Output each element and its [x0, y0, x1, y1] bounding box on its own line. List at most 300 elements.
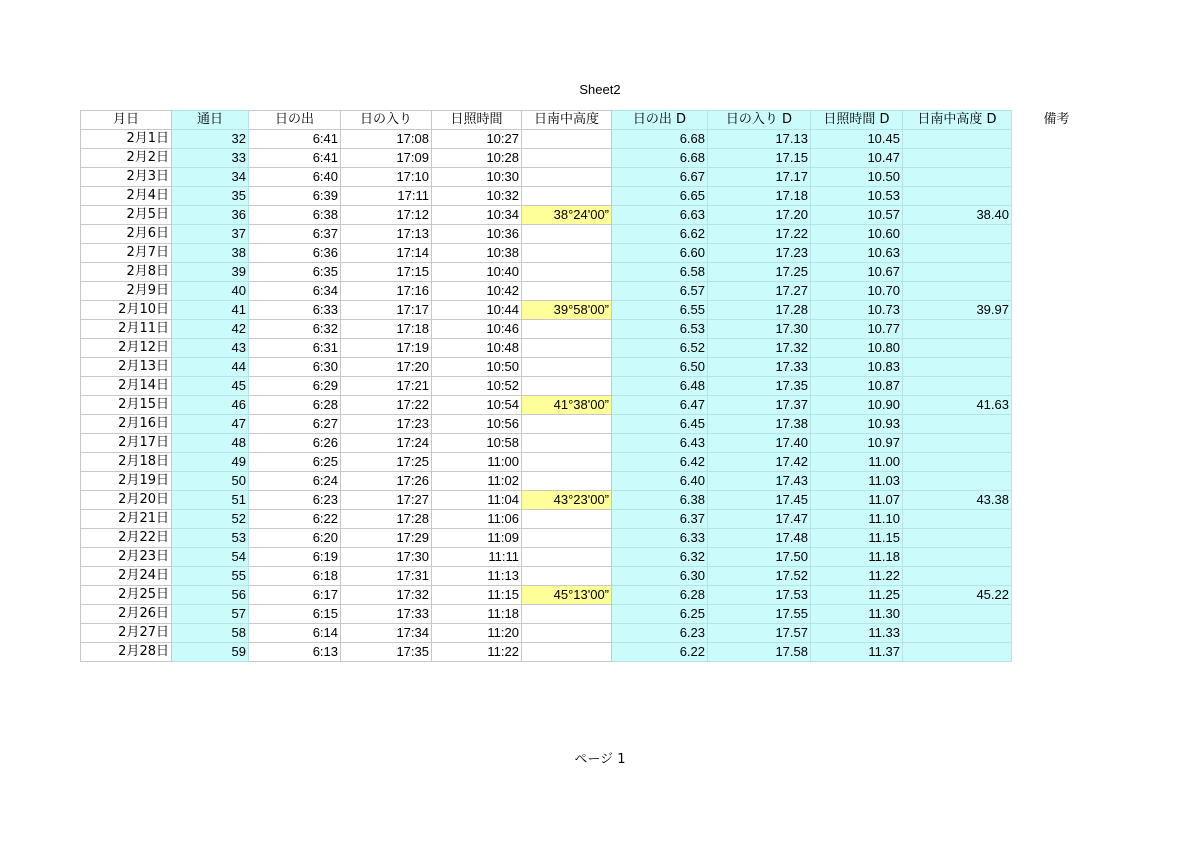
cell-sunset-decimal: 17.15: [708, 149, 811, 168]
header-sunrise-decimal: 日の出 D: [612, 111, 708, 130]
cell-culmination-altitude: [522, 415, 612, 434]
header-sunset: 日の入り: [341, 111, 432, 130]
cell-sunset-decimal: 17.52: [708, 567, 811, 586]
cell-sunrise: 6:15: [249, 605, 341, 624]
cell-culmination-altitude: [522, 263, 612, 282]
cell-sunrise-decimal: 6.45: [612, 415, 708, 434]
cell-sunrise: 6:29: [249, 377, 341, 396]
cell-culmination-altitude: 41°38'00”: [522, 396, 612, 415]
cell-culmination-altitude: [522, 339, 612, 358]
cell-daylight: 11:02: [432, 472, 522, 491]
cell-culmination-decimal: 41.63: [903, 396, 1012, 415]
cell-sunrise-decimal: 6.68: [612, 149, 708, 168]
cell-sunset: 17:08: [341, 130, 432, 149]
cell-date: 2月19日: [81, 472, 172, 491]
cell-sunrise-decimal: 6.30: [612, 567, 708, 586]
table-row: [81, 377, 1102, 396]
cell-sunset: 17:14: [341, 244, 432, 263]
cell-date: 2月16日: [81, 415, 172, 434]
cell-sunrise: 6:26: [249, 434, 341, 453]
cell-date: 2月26日: [81, 605, 172, 624]
cell-date: 2月8日: [81, 263, 172, 282]
cell-daylight: 10:30: [432, 168, 522, 187]
cell-sunrise-decimal: 6.57: [612, 282, 708, 301]
cell-culmination-decimal: [903, 168, 1012, 187]
page-footer: ページ 1: [574, 752, 626, 767]
cell-sunrise: 6:28: [249, 396, 341, 415]
header-daylight-decimal: 日照時間 D: [811, 111, 903, 130]
cell-daylight-decimal: 10.63: [811, 244, 903, 263]
cell-sunrise-decimal: 6.60: [612, 244, 708, 263]
cell-sunset-decimal: 17.42: [708, 453, 811, 472]
cell-sunrise-decimal: 6.23: [612, 624, 708, 643]
table-row: [81, 358, 1102, 377]
cell-culmination-decimal: [903, 244, 1012, 263]
cell-sunset-decimal: 17.23: [708, 244, 811, 263]
table-row: [81, 643, 1102, 662]
cell-date: 2月6日: [81, 225, 172, 244]
cell-sunrise: 6:18: [249, 567, 341, 586]
data-table: [80, 110, 1102, 662]
table-row: [81, 415, 1102, 434]
cell-culmination-decimal: [903, 548, 1012, 567]
cell-date: 2月25日: [81, 586, 172, 605]
header-row: [81, 111, 1102, 130]
cell-sunrise-decimal: 6.55: [612, 301, 708, 320]
cell-daylight-decimal: 10.45: [811, 130, 903, 149]
cell-culmination-decimal: [903, 130, 1012, 149]
cell-sunrise-decimal: 6.50: [612, 358, 708, 377]
cell-sunrise: 6:39: [249, 187, 341, 206]
cell-sunrise: 6:24: [249, 472, 341, 491]
cell-sunrise: 6:19: [249, 548, 341, 567]
cell-day-of-year: 33: [172, 149, 249, 168]
cell-culmination-altitude: [522, 472, 612, 491]
cell-day-of-year: 50: [172, 472, 249, 491]
cell-sunrise-decimal: 6.42: [612, 453, 708, 472]
table-row: [81, 225, 1102, 244]
table-row: [81, 605, 1102, 624]
cell-sunset: 17:23: [341, 415, 432, 434]
table-row: [81, 510, 1102, 529]
cell-daylight: 10:27: [432, 130, 522, 149]
header-notes: 備考: [1043, 112, 1070, 127]
cell-date: 2月23日: [81, 548, 172, 567]
cell-culmination-altitude: [522, 130, 612, 149]
cell-day-of-year: 49: [172, 453, 249, 472]
table-row: [81, 624, 1102, 643]
cell-sunset: 17:18: [341, 320, 432, 339]
cell-daylight-decimal: 11.07: [811, 491, 903, 510]
cell-sunset: 17:28: [341, 510, 432, 529]
cell-sunset: 17:32: [341, 586, 432, 605]
cell-daylight-decimal: 10.73: [811, 301, 903, 320]
cell-sunrise: 6:36: [249, 244, 341, 263]
header-daylight: 日照時間: [432, 111, 522, 130]
cell-culmination-decimal: [903, 643, 1012, 662]
cell-daylight-decimal: 11.15: [811, 529, 903, 548]
cell-daylight: 10:50: [432, 358, 522, 377]
cell-culmination-altitude: [522, 168, 612, 187]
cell-date: 2月2日: [81, 149, 172, 168]
cell-day-of-year: 51: [172, 491, 249, 510]
cell-sunset-decimal: 17.45: [708, 491, 811, 510]
cell-sunrise: 6:14: [249, 624, 341, 643]
cell-day-of-year: 59: [172, 643, 249, 662]
cell-daylight: 10:40: [432, 263, 522, 282]
cell-sunset-decimal: 17.17: [708, 168, 811, 187]
cell-sunrise-decimal: 6.40: [612, 472, 708, 491]
cell-culmination-altitude: [522, 320, 612, 339]
cell-daylight: 10:56: [432, 415, 522, 434]
cell-daylight-decimal: 10.67: [811, 263, 903, 282]
cell-daylight: 10:46: [432, 320, 522, 339]
cell-sunset: 17:16: [341, 282, 432, 301]
cell-day-of-year: 35: [172, 187, 249, 206]
cell-daylight: 10:36: [432, 225, 522, 244]
cell-date: 2月11日: [81, 320, 172, 339]
cell-culmination-decimal: [903, 263, 1012, 282]
cell-sunset: 17:20: [341, 358, 432, 377]
cell-daylight-decimal: 10.80: [811, 339, 903, 358]
cell-date: 2月27日: [81, 624, 172, 643]
header-day-of-year: 通日: [172, 111, 249, 130]
cell-culmination-altitude: [522, 529, 612, 548]
cell-daylight: 11:11: [432, 548, 522, 567]
cell-culmination-altitude: 43°23'00”: [522, 491, 612, 510]
cell-daylight: 11:09: [432, 529, 522, 548]
cell-date: 2月12日: [81, 339, 172, 358]
cell-sunrise-decimal: 6.43: [612, 434, 708, 453]
cell-sunset: 17:25: [341, 453, 432, 472]
cell-sunset-decimal: 17.20: [708, 206, 811, 225]
cell-culmination-altitude: [522, 548, 612, 567]
cell-date: 2月4日: [81, 187, 172, 206]
cell-day-of-year: 39: [172, 263, 249, 282]
cell-day-of-year: 41: [172, 301, 249, 320]
cell-sunrise-decimal: 6.32: [612, 548, 708, 567]
cell-sunset: 17:19: [341, 339, 432, 358]
cell-culmination-decimal: [903, 339, 1012, 358]
cell-daylight-decimal: 10.90: [811, 396, 903, 415]
cell-day-of-year: 40: [172, 282, 249, 301]
cell-sunrise-decimal: 6.62: [612, 225, 708, 244]
cell-culmination-decimal: [903, 358, 1012, 377]
cell-culmination-altitude: [522, 358, 612, 377]
table-row: [81, 548, 1102, 567]
cell-sunset: 17:34: [341, 624, 432, 643]
cell-daylight-decimal: 10.57: [811, 206, 903, 225]
table-row: [81, 529, 1102, 548]
table-row: [81, 244, 1102, 263]
cell-culmination-decimal: [903, 187, 1012, 206]
cell-sunrise: 6:35: [249, 263, 341, 282]
cell-culmination-decimal: 43.38: [903, 491, 1012, 510]
cell-culmination-altitude: [522, 567, 612, 586]
table-row: [81, 491, 1102, 510]
cell-date: 2月22日: [81, 529, 172, 548]
cell-sunrise-decimal: 6.38: [612, 491, 708, 510]
cell-culmination-decimal: [903, 149, 1012, 168]
cell-daylight-decimal: 10.83: [811, 358, 903, 377]
cell-sunset: 17:29: [341, 529, 432, 548]
cell-sunrise-decimal: 6.63: [612, 206, 708, 225]
cell-culmination-altitude: [522, 643, 612, 662]
cell-daylight-decimal: 11.03: [811, 472, 903, 491]
cell-sunrise-decimal: 6.65: [612, 187, 708, 206]
cell-sunrise-decimal: 6.22: [612, 643, 708, 662]
cell-sunrise-decimal: 6.47: [612, 396, 708, 415]
cell-daylight: 11:18: [432, 605, 522, 624]
cell-culmination-altitude: [522, 225, 612, 244]
cell-day-of-year: 37: [172, 225, 249, 244]
cell-day-of-year: 43: [172, 339, 249, 358]
cell-sunrise: 6:34: [249, 282, 341, 301]
cell-daylight: 10:54: [432, 396, 522, 415]
cell-sunrise-decimal: 6.37: [612, 510, 708, 529]
cell-date: 2月17日: [81, 434, 172, 453]
cell-day-of-year: 47: [172, 415, 249, 434]
cell-culmination-decimal: [903, 453, 1012, 472]
cell-date: 2月18日: [81, 453, 172, 472]
cell-sunset-decimal: 17.43: [708, 472, 811, 491]
cell-sunset-decimal: 17.32: [708, 339, 811, 358]
cell-sunrise: 6:41: [249, 149, 341, 168]
cell-sunset-decimal: 17.35: [708, 377, 811, 396]
cell-sunrise-decimal: 6.68: [612, 130, 708, 149]
cell-culmination-altitude: [522, 244, 612, 263]
cell-daylight: 10:52: [432, 377, 522, 396]
header-culmination-decimal: 日南中高度 D: [903, 111, 1012, 130]
cell-day-of-year: 44: [172, 358, 249, 377]
cell-culmination-altitude: [522, 187, 612, 206]
cell-sunrise: 6:17: [249, 586, 341, 605]
cell-culmination-decimal: 45.22: [903, 586, 1012, 605]
cell-daylight: 10:58: [432, 434, 522, 453]
cell-day-of-year: 32: [172, 130, 249, 149]
cell-sunrise-decimal: 6.33: [612, 529, 708, 548]
cell-date: 2月13日: [81, 358, 172, 377]
cell-date: 2月9日: [81, 282, 172, 301]
cell-daylight: 10:34: [432, 206, 522, 225]
cell-culmination-decimal: [903, 320, 1012, 339]
table-row: [81, 130, 1102, 149]
cell-sunrise: 6:27: [249, 415, 341, 434]
cell-sunset: 17:35: [341, 643, 432, 662]
cell-culmination-decimal: 39.97: [903, 301, 1012, 320]
cell-sunset: 17:26: [341, 472, 432, 491]
cell-sunrise-decimal: 6.25: [612, 605, 708, 624]
cell-daylight-decimal: 10.50: [811, 168, 903, 187]
cell-sunrise: 6:33: [249, 301, 341, 320]
cell-day-of-year: 36: [172, 206, 249, 225]
cell-sunset: 17:27: [341, 491, 432, 510]
header-sunrise: 日の出: [249, 111, 341, 130]
table-row: [81, 453, 1102, 472]
cell-sunset-decimal: 17.57: [708, 624, 811, 643]
table-row: [81, 149, 1102, 168]
cell-sunset-decimal: 17.38: [708, 415, 811, 434]
cell-daylight-decimal: 10.60: [811, 225, 903, 244]
cell-date: 2月24日: [81, 567, 172, 586]
cell-day-of-year: 57: [172, 605, 249, 624]
cell-sunset-decimal: 17.22: [708, 225, 811, 244]
cell-date: 2月5日: [81, 206, 172, 225]
cell-sunset-decimal: 17.13: [708, 130, 811, 149]
cell-sunset: 17:30: [341, 548, 432, 567]
cell-sunset: 17:10: [341, 168, 432, 187]
cell-sunrise-decimal: 6.58: [612, 263, 708, 282]
cell-culmination-altitude: [522, 149, 612, 168]
sheet-title: Sheet2: [579, 82, 621, 97]
cell-culmination-decimal: [903, 434, 1012, 453]
cell-date: 2月14日: [81, 377, 172, 396]
cell-daylight-decimal: 11.18: [811, 548, 903, 567]
cell-daylight: 10:32: [432, 187, 522, 206]
cell-day-of-year: 42: [172, 320, 249, 339]
cell-daylight-decimal: 10.87: [811, 377, 903, 396]
cell-day-of-year: 48: [172, 434, 249, 453]
cell-daylight-decimal: 11.00: [811, 453, 903, 472]
table-row: [81, 339, 1102, 358]
cell-date: 2月21日: [81, 510, 172, 529]
table-row: [81, 187, 1102, 206]
cell-sunrise: 6:41: [249, 130, 341, 149]
cell-date: 2月20日: [81, 491, 172, 510]
table-row: [81, 586, 1102, 605]
cell-culmination-decimal: [903, 472, 1012, 491]
cell-day-of-year: 52: [172, 510, 249, 529]
cell-culmination-decimal: [903, 377, 1012, 396]
cell-daylight-decimal: 10.47: [811, 149, 903, 168]
cell-sunset: 17:12: [341, 206, 432, 225]
cell-sunset-decimal: 17.27: [708, 282, 811, 301]
cell-sunset: 17:31: [341, 567, 432, 586]
cell-culmination-decimal: 38.40: [903, 206, 1012, 225]
cell-day-of-year: 56: [172, 586, 249, 605]
cell-day-of-year: 45: [172, 377, 249, 396]
header-date: 月日: [81, 111, 172, 130]
cell-daylight: 11:13: [432, 567, 522, 586]
cell-culmination-decimal: [903, 567, 1012, 586]
cell-daylight-decimal: 10.97: [811, 434, 903, 453]
cell-sunset-decimal: 17.47: [708, 510, 811, 529]
cell-sunset: 17:09: [341, 149, 432, 168]
cell-daylight: 11:22: [432, 643, 522, 662]
cell-date: 2月28日: [81, 643, 172, 662]
cell-daylight-decimal: 11.22: [811, 567, 903, 586]
table-row: [81, 206, 1102, 225]
cell-sunset-decimal: 17.55: [708, 605, 811, 624]
cell-sunrise: 6:23: [249, 491, 341, 510]
cell-culmination-altitude: [522, 434, 612, 453]
cell-day-of-year: 38: [172, 244, 249, 263]
cell-sunset-decimal: 17.58: [708, 643, 811, 662]
cell-sunset: 17:13: [341, 225, 432, 244]
cell-sunset-decimal: 17.18: [708, 187, 811, 206]
cell-sunset: 17:11: [341, 187, 432, 206]
cell-daylight-decimal: 11.37: [811, 643, 903, 662]
cell-daylight: 10:48: [432, 339, 522, 358]
cell-sunrise-decimal: 6.28: [612, 586, 708, 605]
cell-culmination-decimal: [903, 225, 1012, 244]
cell-culmination-altitude: 45°13'00”: [522, 586, 612, 605]
cell-sunset-decimal: 17.50: [708, 548, 811, 567]
cell-sunset-decimal: 17.40: [708, 434, 811, 453]
cell-sunset-decimal: 17.48: [708, 529, 811, 548]
cell-culmination-decimal: [903, 624, 1012, 643]
cell-daylight-decimal: 11.25: [811, 586, 903, 605]
cell-culmination-altitude: [522, 453, 612, 472]
cell-sunrise: 6:30: [249, 358, 341, 377]
table-row: [81, 320, 1102, 339]
cell-daylight: 11:04: [432, 491, 522, 510]
cell-sunset: 17:21: [341, 377, 432, 396]
cell-sunset-decimal: 17.25: [708, 263, 811, 282]
cell-sunset: 17:22: [341, 396, 432, 415]
cell-daylight: 10:28: [432, 149, 522, 168]
cell-sunrise: 6:38: [249, 206, 341, 225]
cell-daylight: 10:44: [432, 301, 522, 320]
cell-sunset-decimal: 17.53: [708, 586, 811, 605]
cell-culmination-altitude: 38°24'00”: [522, 206, 612, 225]
cell-sunrise: 6:31: [249, 339, 341, 358]
cell-daylight-decimal: 10.70: [811, 282, 903, 301]
cell-sunset: 17:17: [341, 301, 432, 320]
table-row: [81, 434, 1102, 453]
cell-day-of-year: 53: [172, 529, 249, 548]
header-culmination-altitude: 日南中高度: [522, 111, 612, 130]
cell-daylight-decimal: 11.33: [811, 624, 903, 643]
cell-daylight: 11:15: [432, 586, 522, 605]
cell-daylight: 10:42: [432, 282, 522, 301]
cell-culmination-decimal: [903, 510, 1012, 529]
cell-culmination-altitude: [522, 624, 612, 643]
cell-daylight-decimal: 10.93: [811, 415, 903, 434]
cell-sunset: 17:24: [341, 434, 432, 453]
cell-day-of-year: 46: [172, 396, 249, 415]
table-row: [81, 472, 1102, 491]
header-sunset-decimal: 日の入り D: [708, 111, 811, 130]
cell-sunrise: 6:37: [249, 225, 341, 244]
cell-sunset: 17:15: [341, 263, 432, 282]
cell-date: 2月1日: [81, 130, 172, 149]
cell-date: 2月15日: [81, 396, 172, 415]
cell-culmination-decimal: [903, 415, 1012, 434]
cell-culmination-decimal: [903, 605, 1012, 624]
cell-daylight: 10:38: [432, 244, 522, 263]
cell-daylight-decimal: 11.30: [811, 605, 903, 624]
cell-date: 2月10日: [81, 301, 172, 320]
cell-sunset: 17:33: [341, 605, 432, 624]
cell-sunset-decimal: 17.37: [708, 396, 811, 415]
cell-sunrise-decimal: 6.48: [612, 377, 708, 396]
cell-culmination-altitude: [522, 510, 612, 529]
cell-culmination-altitude: [522, 605, 612, 624]
cell-day-of-year: 34: [172, 168, 249, 187]
cell-daylight: 11:00: [432, 453, 522, 472]
cell-daylight-decimal: 10.77: [811, 320, 903, 339]
cell-sunset-decimal: 17.28: [708, 301, 811, 320]
cell-sunrise: 6:22: [249, 510, 341, 529]
cell-sunset-decimal: 17.30: [708, 320, 811, 339]
cell-daylight-decimal: 10.53: [811, 187, 903, 206]
table-row: [81, 396, 1102, 415]
table-row: [81, 282, 1102, 301]
cell-sunrise-decimal: 6.53: [612, 320, 708, 339]
cell-culmination-altitude: 39°58'00”: [522, 301, 612, 320]
cell-date: 2月3日: [81, 168, 172, 187]
